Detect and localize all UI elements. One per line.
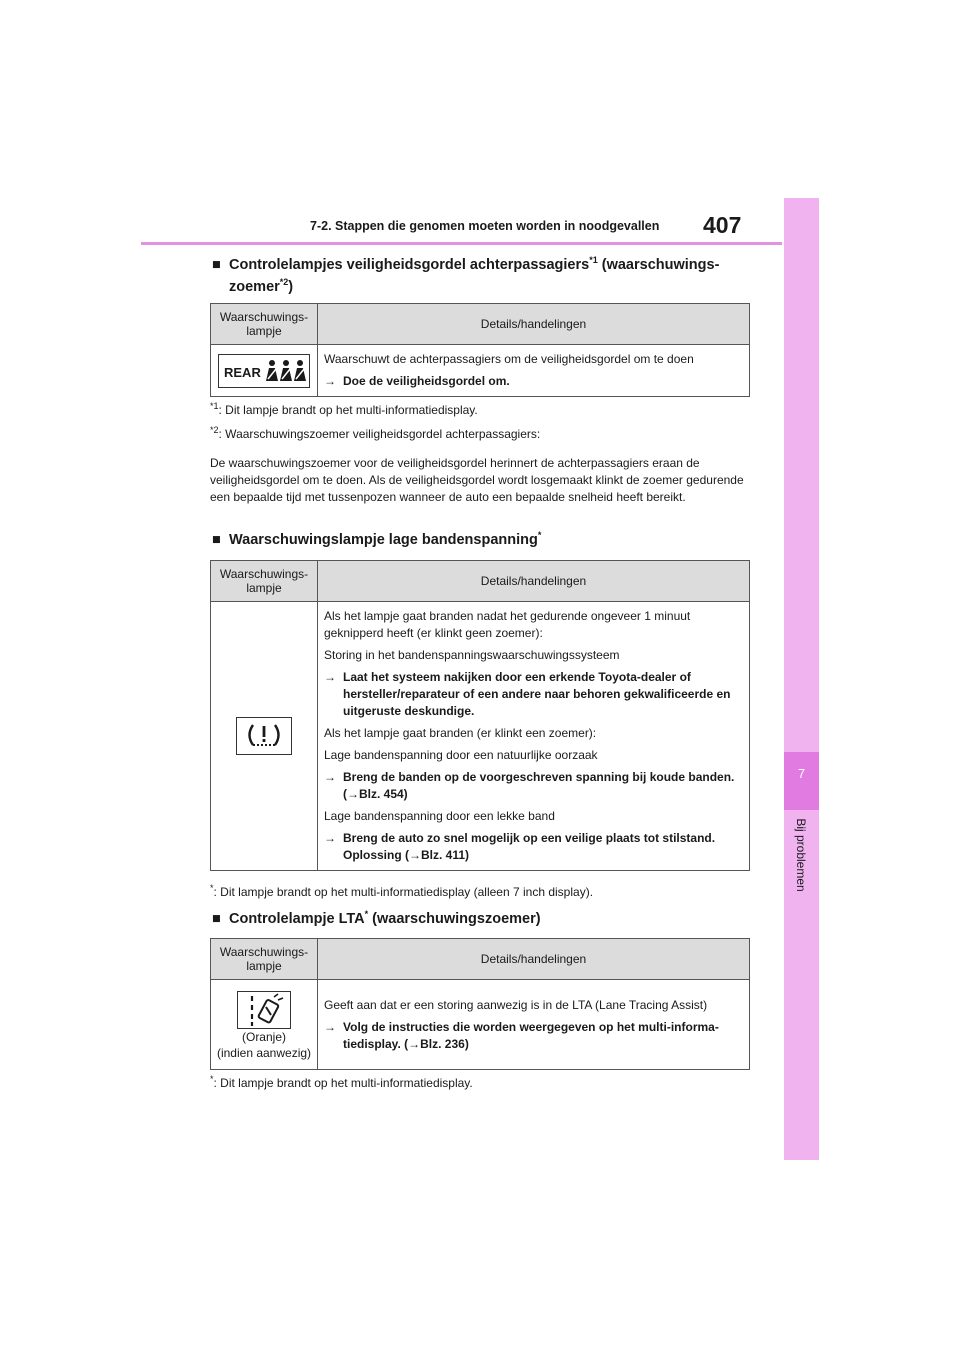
condition-text: Als het lampje gaat branden (er klinkt een zoemer):	[324, 726, 597, 740]
section-header-title: 7-2. Stappen die genomen moeten worden in noodgevallen	[310, 219, 660, 233]
action-text: Volg de instructies die worden weergegeven op het multi-informatiedisplay. (→Blz. 236)	[343, 1019, 719, 1051]
cause-text: Lage bandenspanning door een natuurlijke oorzaak	[324, 748, 598, 762]
footnote-text: : Dit lampje brandt op het multi-informatiedisplay.	[218, 403, 478, 417]
buzzer-paragraph: De waarschuwingszoemer voor de veiligheidsgordel herinnert de achterpassagiers eraan de veiligheidsgordel om te doen. Als de veiligheidsgordel wordt losgemaakt klinkt de zoemer gedurende een bepaalde tijd met tussenpozen wanneer de auto een bepaalde snelheid heeft bereikt.	[210, 456, 744, 504]
action-line	[324, 669, 743, 720]
page-number: 407	[703, 212, 742, 238]
lamp-cell	[211, 345, 318, 397]
rear-icon-text: REAR	[224, 364, 261, 380]
arrow-icon: →	[324, 770, 336, 784]
description-text: Geeft aan dat er een storing aanwezig is in de LTA (Lane Tracing Assist)	[324, 997, 708, 1012]
heading-bullet: ■	[212, 257, 221, 273]
footnote-3	[210, 885, 593, 899]
footnote-mark: *2	[210, 425, 219, 435]
footnote-ref: *2	[279, 277, 289, 288]
footnote-1	[210, 403, 478, 417]
details-cell	[318, 602, 750, 871]
table-row	[211, 602, 750, 871]
chapter-tab-active	[784, 752, 819, 810]
section-heading-seatbelt	[212, 254, 752, 298]
heading-bullet: ■	[212, 532, 221, 548]
table-header-row	[211, 939, 750, 980]
rear-seatbelt-warning-icon	[218, 354, 310, 388]
section-heading-tire-pressure	[212, 529, 752, 551]
arrow-icon: →	[324, 670, 336, 684]
footnote-mark: *1	[210, 401, 219, 411]
seatbelt-warning-table	[210, 303, 750, 397]
lamp-color-caption: (Oranje)	[241, 1030, 286, 1044]
action-line	[324, 769, 743, 803]
col-header-details: Details/handelingen	[318, 939, 750, 980]
section-heading-lta	[212, 908, 752, 930]
arrow-icon: →	[324, 374, 336, 388]
footnote-text: : Waarschuwingszoemer veiligheidsgordel achterpassagiers:	[218, 427, 541, 441]
heading-text	[212, 529, 752, 551]
footnote-4	[210, 1076, 473, 1090]
tire-pressure-table	[210, 560, 750, 871]
col-header-details: Details/handelingen	[318, 304, 750, 345]
table-header-row	[211, 304, 750, 345]
heading-text-part: Controlelampjes veiligheidsgordel achterpassagiers	[229, 257, 590, 273]
action-line	[324, 830, 743, 864]
footnote-2	[210, 427, 540, 441]
heading-text	[212, 908, 752, 930]
action-text: Laat het systeem nakijken door een erkende Toyota-dealer of hersteller/reparateur of een andere naar behoren gekwalificeerde en uitgeruste deskundige.	[343, 670, 731, 718]
cause-text: Lage bandenspanning door een lekke band	[324, 809, 555, 823]
arrow-icon: →	[324, 1019, 336, 1034]
action-line	[324, 373, 743, 390]
description-text: Waarschuwt de achterpassagiers om de veiligheidsgordel om te doen	[324, 352, 694, 366]
chapter-label: Bij problemen	[794, 818, 808, 892]
cause-text: Storing in het bandenspanningswaarschuwingssysteem	[324, 648, 620, 662]
action-text: Breng de banden op de voorgeschreven spanning bij koude banden. (→Blz. 454)	[343, 770, 735, 801]
action-text: Breng de auto zo snel mogelijk op een veilige plaats tot stilstand. Oplossing (→Blz. 411)	[343, 831, 716, 862]
heading-text-part: Waarschuwingslampje lage bandenspanning	[229, 532, 538, 548]
col-header-lamp: Waarschuwingslampje	[211, 304, 318, 345]
header-divider	[141, 242, 782, 245]
tire-pressure-warning-icon	[236, 717, 292, 755]
table-row	[211, 345, 750, 397]
lamp-availability-caption: (indien aanwezig)	[216, 1046, 312, 1060]
heading-text-part: )	[288, 279, 294, 295]
footnote-mark: *	[210, 883, 214, 893]
condition-text: Als het lampje gaat branden nadat het gedurende ongeveer 1 minuut geknipperd heeft (er klinkt geen zoemer):	[324, 609, 691, 640]
action-line	[324, 1019, 743, 1053]
table-header-row	[211, 561, 750, 602]
footnote-ref: *	[364, 909, 369, 920]
heading-text	[212, 254, 752, 298]
heading-text-part: (waarschuwingszoemer	[229, 257, 720, 295]
arrow-icon: →	[324, 831, 336, 845]
col-header-lamp: Waarschuwingslampje	[211, 939, 318, 980]
action-text: Doe de veiligheidsgordel om.	[343, 374, 510, 388]
footnote-mark: *	[210, 1074, 214, 1084]
details-cell	[318, 980, 750, 1070]
col-header-details: Details/handelingen	[318, 561, 750, 602]
heading-text-part: (waarschuwingszoemer)	[368, 911, 541, 927]
lta-warning-table	[210, 938, 750, 1070]
col-header-lamp: Waarschuwingslampje	[211, 561, 318, 602]
footnote-text: : Dit lampje brandt op het multi-informatiedisplay.	[213, 1076, 473, 1090]
footnote-ref: *	[537, 530, 542, 541]
lamp-cell	[211, 602, 318, 871]
heading-text-part: Controlelampje LTA	[229, 911, 365, 927]
lta-warning-icon	[237, 991, 291, 1029]
lamp-cell	[211, 980, 318, 1070]
footnote-text: : Dit lampje brandt op het multi-informatiedisplay (alleen 7 inch display).	[213, 885, 594, 899]
chapter-number: 7	[797, 766, 806, 781]
table-row	[211, 980, 750, 1070]
heading-bullet: ■	[212, 911, 221, 927]
chapter-side-tab	[784, 198, 819, 1160]
details-cell	[318, 345, 750, 397]
footnote-ref: *1	[589, 255, 598, 266]
